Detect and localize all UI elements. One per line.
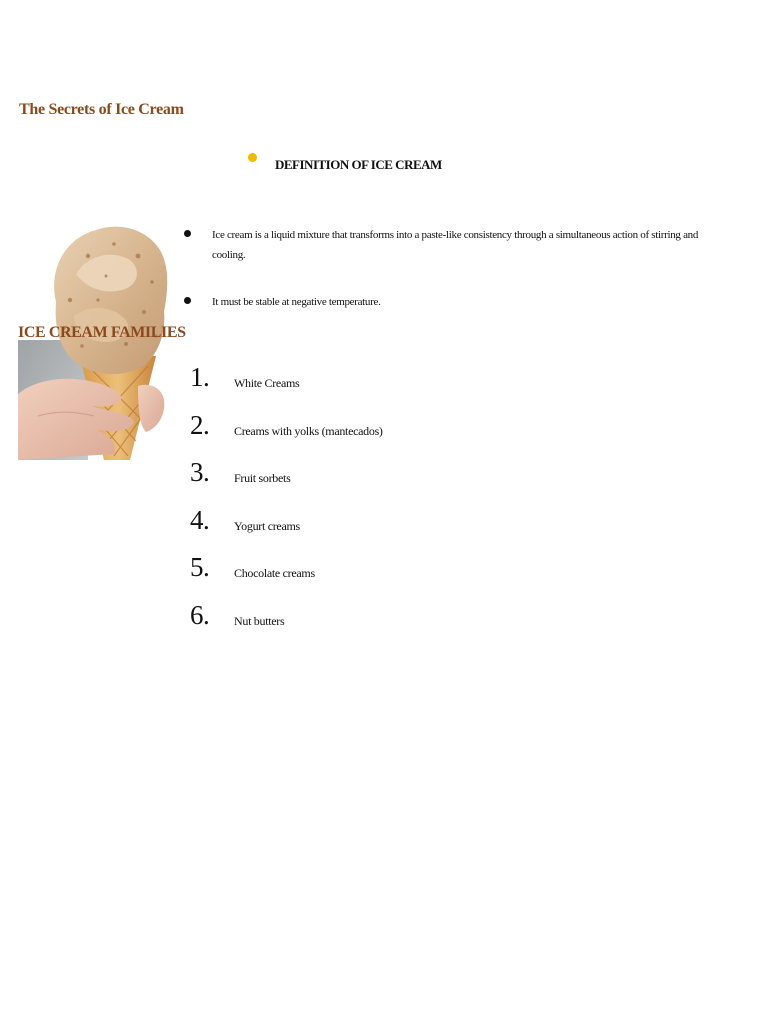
definition-heading: DEFINITION OF ICE CREAM	[275, 157, 442, 172]
accent-bullet-icon	[248, 153, 257, 162]
definition-list	[184, 225, 724, 312]
family-label: White Creams	[234, 376, 300, 390]
family-label: Fruit sorbets	[234, 471, 291, 485]
bullet-icon	[184, 297, 191, 304]
family-label: Nut butters	[234, 613, 285, 628]
family-number: 1.	[190, 362, 210, 392]
definition-text: It must be stable at negative temperature.	[212, 296, 381, 308]
definition-point	[184, 225, 724, 265]
family-label: Chocolate creams	[234, 566, 315, 580]
family-label: Creams with yolks (mantecados)	[234, 423, 383, 438]
family-label: Yogurt creams	[234, 518, 300, 533]
page-title: The Secrets of Ice Cream	[19, 101, 184, 118]
definition-point	[184, 292, 724, 312]
family-number: 3.	[190, 457, 210, 487]
family-number: 2.	[190, 409, 210, 440]
bullet-icon	[184, 230, 191, 237]
definition-text: Ice cream is a liquid mixture that transforms into a paste-like consistency through a simultaneous action of stirring and cooling.	[212, 229, 699, 261]
family-number: 6.	[190, 599, 210, 630]
family-number: 4.	[190, 504, 210, 535]
families-heading: ICE CREAM FAMILIES	[18, 324, 186, 341]
family-number: 5.	[190, 552, 210, 582]
